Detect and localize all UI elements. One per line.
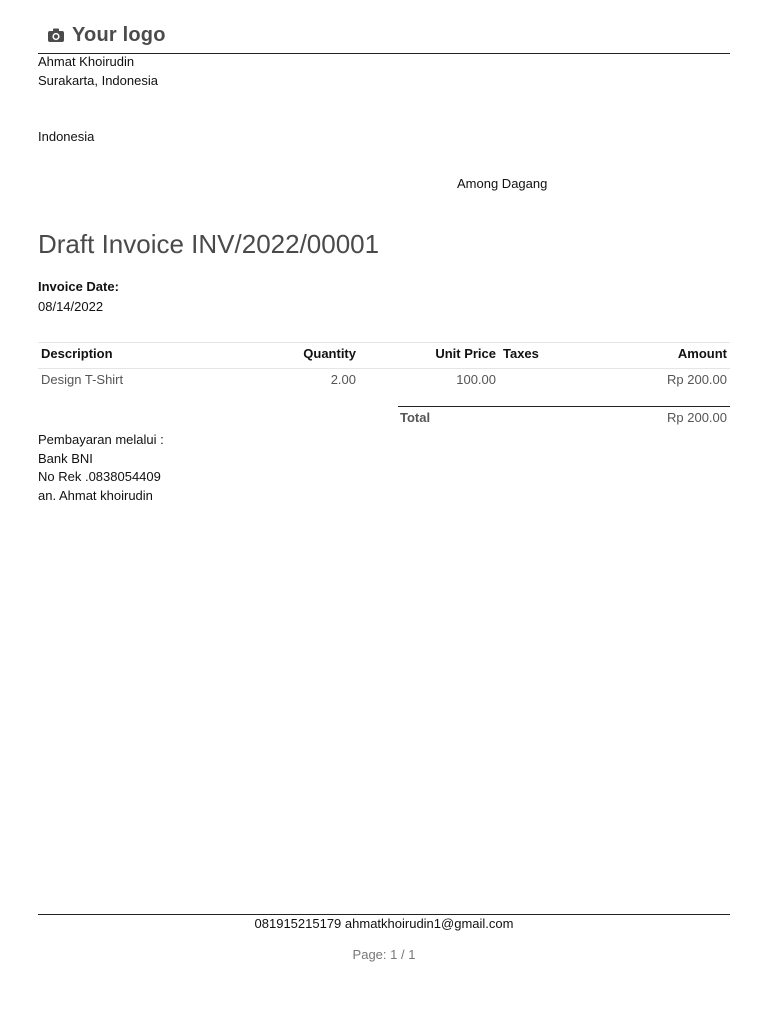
row-unit-price: 100.00 bbox=[456, 372, 496, 387]
company-city: Surakarta, Indonesia bbox=[38, 73, 158, 88]
total-value: Rp 200.00 bbox=[667, 410, 727, 425]
total-label: Total bbox=[400, 410, 431, 425]
column-header-unit-price: Unit Price bbox=[435, 346, 496, 361]
payment-note-line3: No Rek .0838054409 bbox=[38, 469, 161, 484]
company-logo bbox=[46, 20, 166, 50]
payment-note-line2: Bank BNI bbox=[38, 451, 93, 466]
customer-name: Among Dagang bbox=[457, 176, 548, 191]
row-amount: Rp 200.00 bbox=[667, 372, 727, 387]
invoice-title: Draft Invoice INV/2022/00001 bbox=[38, 229, 380, 259]
logo-text: Your logo bbox=[72, 23, 166, 46]
column-header-taxes: Taxes bbox=[503, 346, 539, 361]
header-divider bbox=[38, 53, 730, 54]
footer-page-number: Page: 1 / 1 bbox=[352, 947, 416, 962]
company-country: Indonesia bbox=[38, 129, 95, 144]
camera-icon bbox=[46, 25, 66, 45]
row-description: Design T-Shirt bbox=[41, 372, 124, 387]
column-header-quantity: Quantity bbox=[303, 346, 356, 361]
total-divider bbox=[398, 406, 730, 407]
payment-note-line4: an. Ahmat khoirudin bbox=[38, 488, 153, 503]
table-top-border bbox=[38, 342, 730, 343]
table-header-border bbox=[38, 368, 730, 369]
payment-note-line1: Pembayaran melalui : bbox=[38, 432, 164, 447]
column-header-amount: Amount bbox=[677, 346, 727, 361]
footer-divider bbox=[38, 914, 730, 915]
footer-contact: 081915215179 ahmatkhoirudin1@gmail.com bbox=[254, 916, 514, 931]
row-quantity: 2.00 bbox=[330, 372, 356, 387]
invoice-date-label: Invoice Date: bbox=[38, 279, 119, 294]
company-name: Ahmat Khoirudin bbox=[38, 54, 135, 69]
column-header-description: Description bbox=[41, 346, 113, 361]
invoice-date-value: 08/14/2022 bbox=[38, 299, 104, 314]
